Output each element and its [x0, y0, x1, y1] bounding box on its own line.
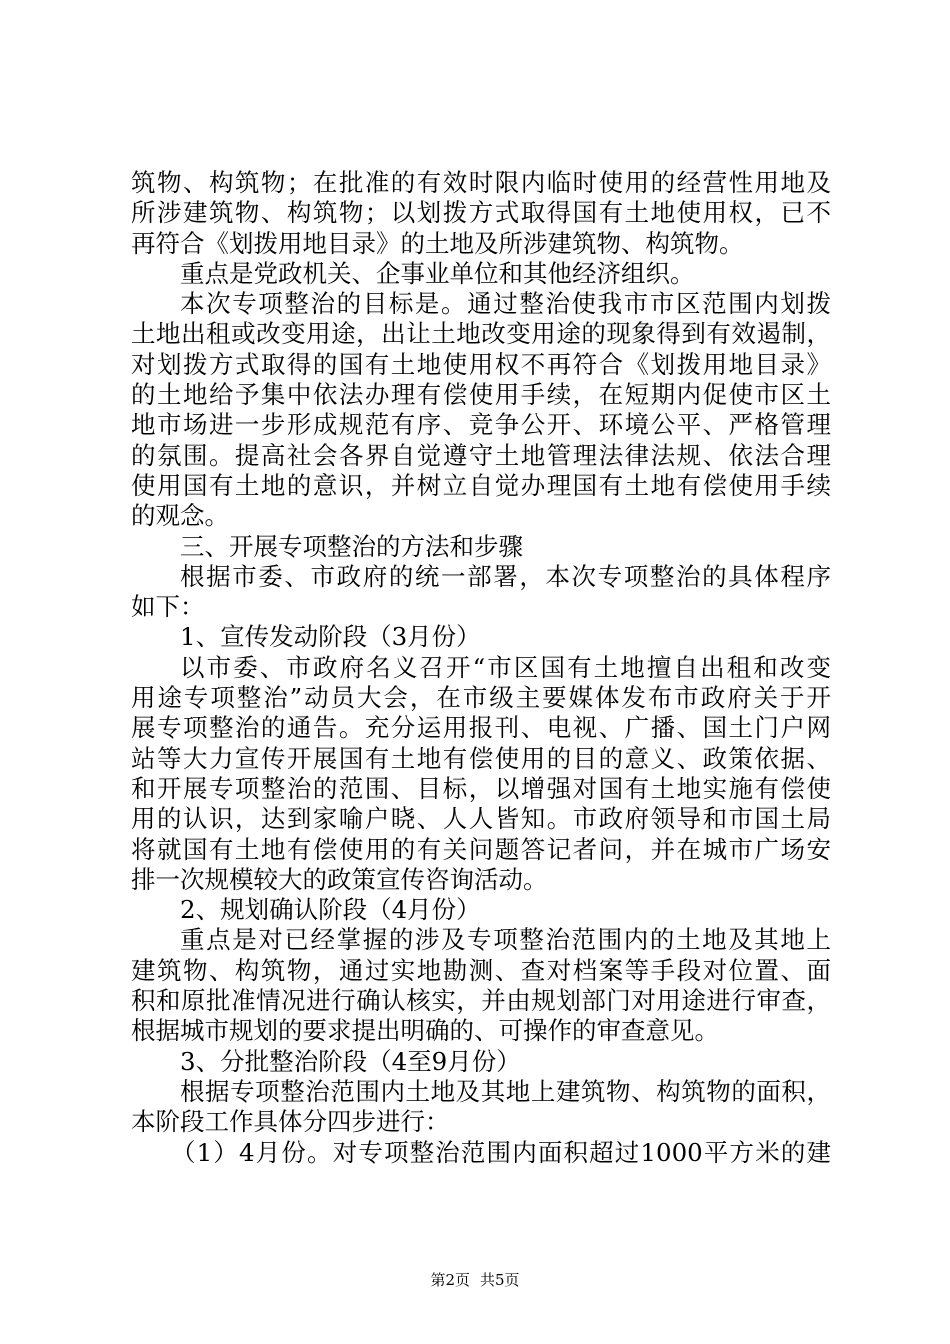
text-line: 排一次规模较大的政策宣传咨询活动。: [131, 864, 548, 894]
page-total: 共5页: [480, 1271, 520, 1289]
text-line: 展专项整治的通告。充分运用报刊、电视、广播、国土门户网: [131, 713, 831, 743]
text-line: 重点是党政机关、企事业单位和其他经济组织。: [180, 258, 695, 288]
text-line: 积和原批准情况进行确认核实，并由规划部门对用途进行审查，: [131, 986, 831, 1016]
text-line: 用的认识，达到家喻户晓、人人皆知。市政府领导和市国土局: [131, 804, 831, 834]
text-line: 的氛围。提高社会各界自觉遵守土地管理法律法规、依法合理: [131, 440, 831, 470]
text-line: 地市场进一步形成规范有序、竞争公开、环境公平、严格管理: [131, 410, 831, 440]
text-line: 本阶段工作具体分四步进行：: [131, 1107, 450, 1137]
text-line: 重点是对已经掌握的涉及专项整治范围内的土地及其地上: [180, 925, 831, 955]
text-line: 的土地给予集中依法办理有偿使用手续，在短期内促使市区土: [131, 380, 831, 410]
text-line: 站等大力宣传开展国有土地有偿使用的目的意义、政策依据、: [131, 743, 831, 773]
text-line: 以市委、市政府名义召开“市区国有土地擅自出租和改变: [180, 652, 831, 682]
subsection-heading: 2、规划确认阶段（4月份）: [180, 895, 481, 925]
text-line: 如下：: [131, 592, 205, 622]
text-line: 建筑物、构筑物，通过实地勘测、查对档案等手段对位置、面: [131, 955, 831, 985]
section-heading: 三、开展专项整治的方法和步骤: [180, 531, 523, 561]
subsection-heading: 3、分批整治阶段（4至9月份）: [180, 1046, 521, 1076]
text-line: 使用国有土地的意识，并树立自觉办理国有土地有偿使用手续: [131, 470, 831, 500]
body-text: [131, 168, 831, 1168]
text-line: 对划拨方式取得的国有土地使用权不再符合《划拨用地目录》: [131, 349, 831, 379]
text-line: 所涉建筑物、构筑物；以划拨方式取得国有土地使用权，已不: [131, 198, 831, 228]
text-line: 的观念。: [131, 501, 229, 531]
text-line: 再符合《划拨用地目录》的土地及所涉建筑物、构筑物。: [131, 228, 744, 258]
page-number: 第2页: [430, 1271, 470, 1289]
text-line: 筑物、构筑物；在批准的有效时限内临时使用的经营性用地及: [131, 168, 831, 197]
page-footer: [0, 1271, 950, 1289]
text-line: 根据城市规划的要求提出明确的、可操作的审查意见。: [131, 1016, 719, 1046]
text-line: 和开展专项整治的范围、目标，以增强对国有土地实施有偿使: [131, 773, 831, 803]
text-line: 用途专项整治”动员大会，在市级主要媒体发布市政府关于开: [131, 683, 831, 713]
text-line: 将就国有土地有偿使用的有关问题答记者问，并在城市广场安: [131, 834, 831, 864]
text-line: 土地出租或改变用途，出让土地改变用途的现象得到有效遏制，: [131, 319, 831, 349]
text-line: （1）4月份。对专项整治范围内面积超过1000平方米的建: [171, 1137, 831, 1167]
text-line: 根据市委、市政府的统一部署，本次专项整治的具体程序: [180, 561, 831, 591]
subsection-heading: 1、宣传发动阶段（3月份）: [180, 622, 481, 652]
text-line: 根据专项整治范围内土地及其地上建筑物、构筑物的面积，: [180, 1076, 831, 1106]
text-line: 本次专项整治的目标是。通过整治使我市市区范围内划拨: [180, 289, 831, 319]
